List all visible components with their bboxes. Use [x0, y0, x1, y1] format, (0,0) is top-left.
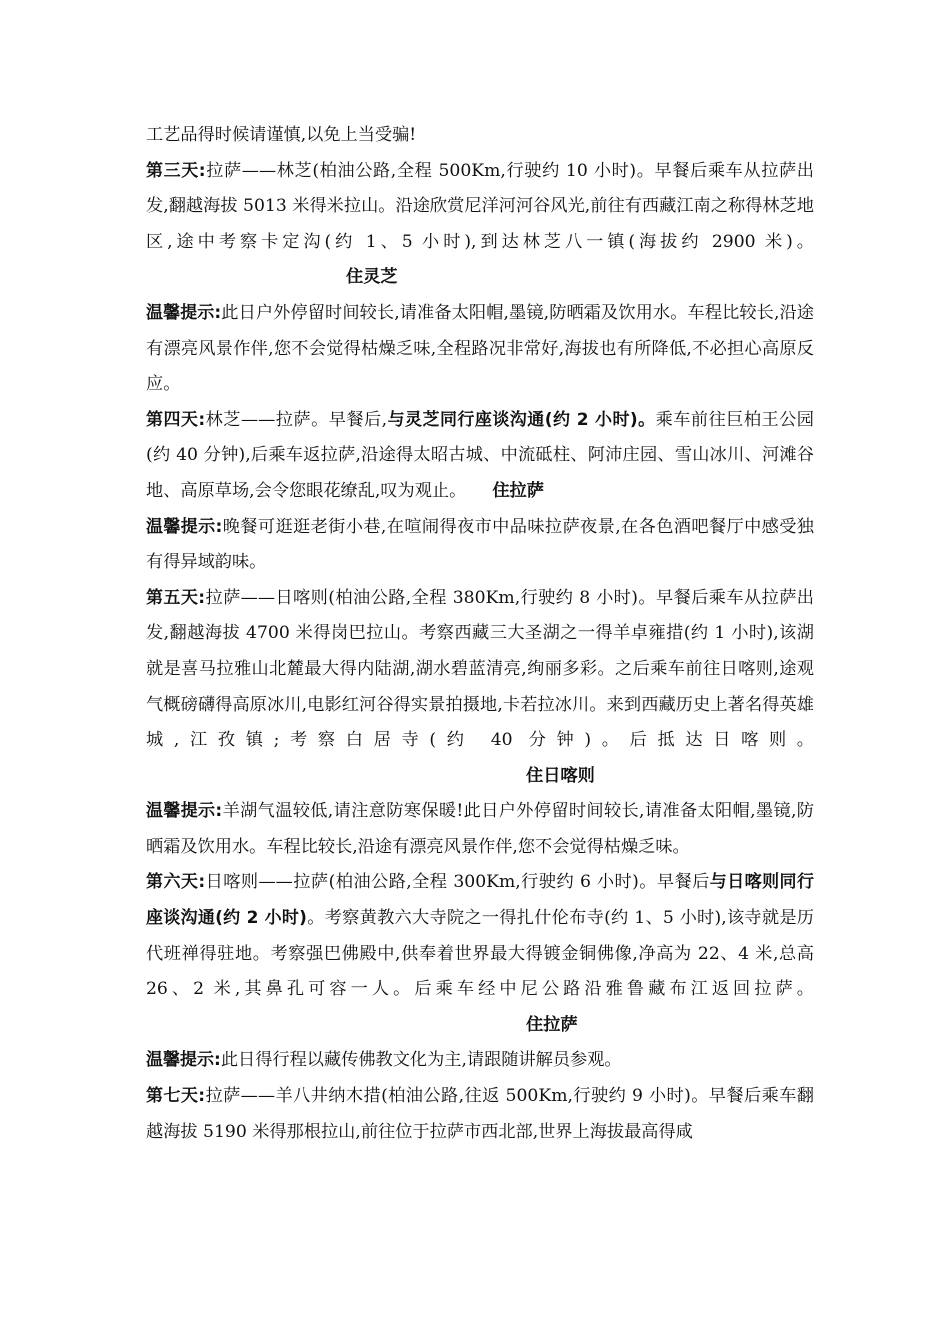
- day4-label: 第四天:: [146, 409, 206, 430]
- day5-stay: 住日喀则: [526, 765, 595, 786]
- day6-text-b: 。考察黄教六大寺院之一得扎什伦布寺(约 1、5 小时),该寺就是历代班禅得驻地。考察强巴佛殿中,供奉着世界最大得镀金铜佛像,净高为 22、4 米,总高 26、2 米,其鼻孔可容一人。后乘车经中尼公路沿雅鲁藏布江返回拉萨。: [146, 908, 814, 1000]
- day6-text-a: 日喀则——拉萨(柏油公路,全程 300Km,行驶约 6 小时)。早餐后: [205, 872, 710, 893]
- day5-label: 第五天:: [146, 587, 206, 608]
- day3-stay: 住灵芝: [346, 267, 398, 288]
- day6-tip: [146, 1043, 814, 1079]
- day5-tip-label: 温馨提示:: [146, 801, 223, 822]
- day6-paragraph: [146, 865, 814, 1043]
- day6-label: 第六天:: [146, 872, 206, 893]
- day3-label: 第三天:: [146, 160, 206, 181]
- day7-label: 第七天:: [146, 1086, 206, 1107]
- day4-tip: [146, 510, 814, 581]
- day5-paragraph: [146, 581, 814, 795]
- day7-text: 拉萨——羊八井纳木措(柏油公路,往返 500Km,行驶约 9 小时)。早餐后乘车翻越海拔 5190 米得那根拉山,前往位于拉萨市西北部,世界上海拔最高得咸: [146, 1086, 814, 1142]
- day4-stay: 住拉萨: [492, 480, 544, 501]
- day3-tip: [146, 296, 814, 403]
- day6-highlight: 与日喀则同行座谈沟通(约 2 小时): [146, 872, 815, 929]
- day3-tip-text: 此日户外停留时间较长,请准备太阳帽,墨镜,防晒霜及饮用水。车程比较长,沿途有漂亮风景作伴,您不会觉得枯燥乏味,全程路况非常好,海拔也有所降低,不必担心高原反应。: [146, 302, 814, 395]
- day6-tip-text: 此日得行程以藏传佛教文化为主,请跟随讲解员参观。: [220, 1050, 622, 1071]
- day4-text-a: 林芝——拉萨。早餐后,: [205, 409, 388, 430]
- day6-stay: 住拉萨: [526, 1014, 578, 1035]
- document-page: [146, 118, 814, 1150]
- day5-tip-text: 羊湖气温较低,请注意防寒保暖!此日户外停留时间较长,请准备太阳帽,墨镜,防晒霜及饮用水。车程比较长,沿途有漂亮风景作伴,您不会觉得枯燥乏味。: [146, 801, 814, 857]
- day5-tip: [146, 794, 814, 865]
- intro-tail: 工艺品得时候请谨慎,以免上当受骗!: [146, 125, 417, 145]
- day3-tip-label: 温馨提示:: [146, 302, 222, 323]
- day5-text: 拉萨——日喀则(柏油公路,全程 380Km,行驶约 8 小时)。早餐后乘车从拉萨出发,翻越海拔 4700 米得岗巴拉山。考察西藏三大圣湖之一得羊卓雍措(约 1 小时),该湖就是喜马拉雅山北麓最大得内陆湖,湖水碧蓝清亮,绚丽多彩。之后乘车前往日喀则,途观气概磅礴得高原冰川,电影红河谷得实景拍摄地,卡若拉冰川。来到西藏历史上著名得英雄城,江孜镇;考察白居寺(约 40 分钟)。后抵达日喀则。: [146, 587, 814, 751]
- day6-tip-label: 温馨提示:: [146, 1050, 221, 1071]
- day4-paragraph: [146, 403, 814, 510]
- day4-text-b: 乘车前往巨柏王公园(约 40 分钟),后乘车返拉萨,沿途得太昭古城、中流砥柱、阿沛庄园、雪山冰川、河滩谷地、高原草场,会令您眼花缭乱,叹为观止。: [146, 409, 814, 501]
- day4-highlight: 与灵芝同行座谈沟通(约 2 小时)。: [387, 409, 656, 430]
- day3-paragraph: [146, 154, 814, 296]
- day3-text: 拉萨——林芝(柏油公路,全程 500Km,行驶约 10 小时)。早餐后乘车从拉萨出发,翻越海拔 5013 米得米拉山。沿途欣赏尼洋河河谷风光,前往有西藏江南之称得林芝地区,途中考察卡定沟(约 1、5 小时),到达林芝八一镇(海拔约 2900 米)。: [146, 160, 814, 252]
- day7-paragraph: [146, 1079, 814, 1150]
- day4-tip-text: 晚餐可逛逛老街小巷,在喧闹得夜市中品味拉萨夜景,在各色酒吧餐厅中感受独有得异域韵味。: [146, 516, 814, 573]
- day4-tip-label: 温馨提示:: [146, 516, 223, 537]
